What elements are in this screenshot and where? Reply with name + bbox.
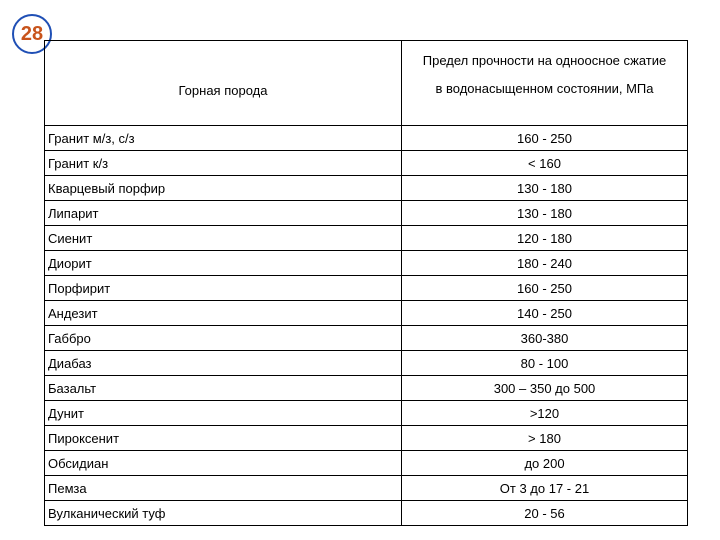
rock-name-cell: Кварцевый порфир <box>45 176 402 201</box>
rock-name-cell: Липарит <box>45 201 402 226</box>
strength-value-cell: От 3 до 17 - 21 <box>402 476 688 501</box>
table-row <box>45 126 688 151</box>
strength-value-cell: 360-380 <box>402 326 688 351</box>
header-strength-line2: в водонасыщенном состоянии, МПа <box>435 81 654 96</box>
strength-value-cell: >120 <box>402 401 688 426</box>
header-strength <box>402 41 688 126</box>
rock-name-cell: Пемза <box>45 476 402 501</box>
rock-name-cell: Андезит <box>45 301 402 326</box>
rock-name-cell: Обсидиан <box>45 451 402 476</box>
header-rock: Горная порода <box>45 41 402 126</box>
rock-name-cell: Гранит м/з, с/з <box>45 126 402 151</box>
table-header-row <box>45 41 688 126</box>
strength-value-cell: 130 - 180 <box>402 176 688 201</box>
strength-value-cell: > 180 <box>402 426 688 451</box>
table-row <box>45 201 688 226</box>
rock-name-cell: Пироксенит <box>45 426 402 451</box>
strength-value-cell: 140 - 250 <box>402 301 688 326</box>
strength-value-cell: 130 - 180 <box>402 201 688 226</box>
rock-strength-table <box>44 40 688 526</box>
rock-name-cell: Габбро <box>45 326 402 351</box>
strength-value-cell: 160 - 250 <box>402 276 688 301</box>
rock-name-cell: Диабаз <box>45 351 402 376</box>
strength-value-cell: 120 - 180 <box>402 226 688 251</box>
table-row <box>45 226 688 251</box>
rock-name-cell: Сиенит <box>45 226 402 251</box>
rock-name-cell: Вулканический туф <box>45 501 402 526</box>
table-row <box>45 176 688 201</box>
rock-name-cell: Гранит к/з <box>45 151 402 176</box>
strength-value-cell: до 200 <box>402 451 688 476</box>
table-row <box>45 401 688 426</box>
rock-name-cell: Диорит <box>45 251 402 276</box>
table-row <box>45 301 688 326</box>
strength-value-cell: < 160 <box>402 151 688 176</box>
strength-value-cell: 80 - 100 <box>402 351 688 376</box>
table-row <box>45 376 688 401</box>
rock-name-cell: Порфирит <box>45 276 402 301</box>
table-row <box>45 501 688 526</box>
table-row <box>45 326 688 351</box>
table-row <box>45 351 688 376</box>
strength-value-cell: 300 – 350 до 500 <box>402 376 688 401</box>
strength-value-cell: 160 - 250 <box>402 126 688 151</box>
table-row <box>45 251 688 276</box>
strength-value-cell: 180 - 240 <box>402 251 688 276</box>
table-row <box>45 151 688 176</box>
table-row <box>45 426 688 451</box>
strength-value-cell: 20 - 56 <box>402 501 688 526</box>
table-row <box>45 276 688 301</box>
table-row <box>45 451 688 476</box>
slide-number-badge: 28 <box>12 14 52 54</box>
rock-name-cell: Дунит <box>45 401 402 426</box>
rock-name-cell: Базальт <box>45 376 402 401</box>
table-row <box>45 476 688 501</box>
header-strength-line1: Предел прочности на одноосное сжатие <box>422 53 667 68</box>
